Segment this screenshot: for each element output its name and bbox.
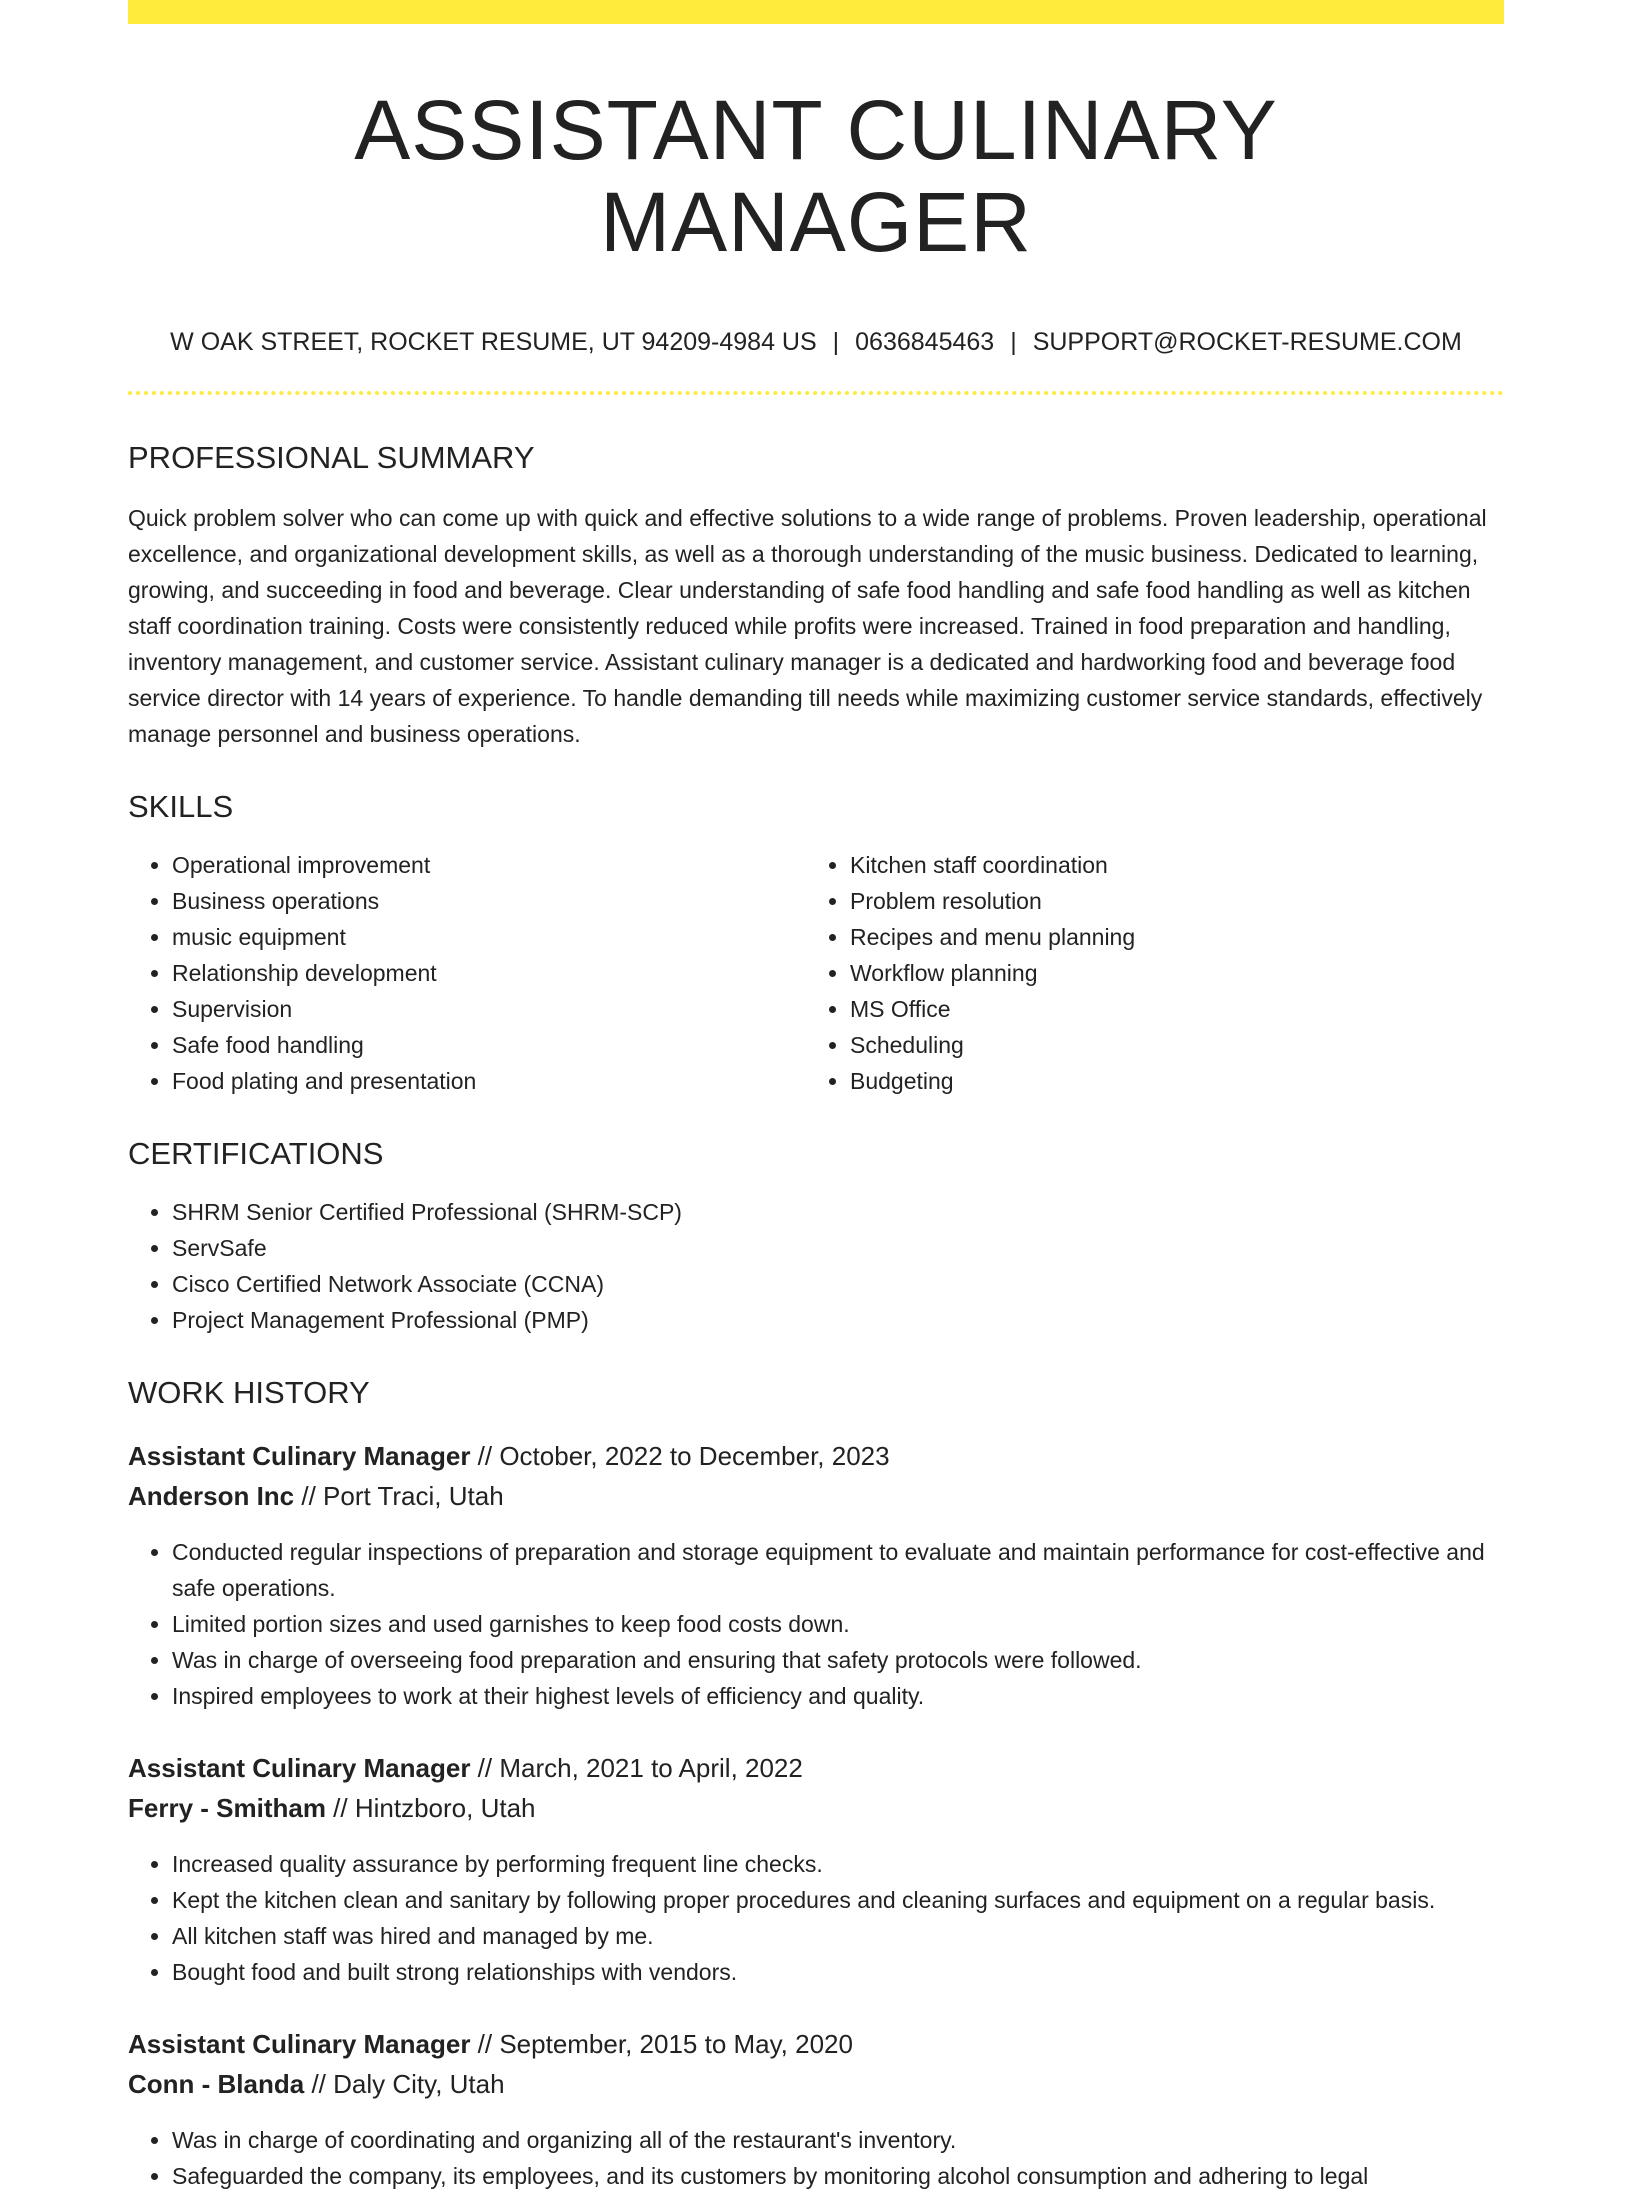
job-company-line bbox=[128, 1788, 1504, 1828]
job-location: // Hintzboro, Utah bbox=[325, 1792, 536, 1823]
job-company-line bbox=[128, 2064, 1504, 2104]
contact-separator: | bbox=[832, 327, 840, 356]
certifications-list bbox=[128, 1194, 1504, 1338]
skill-item: • Problem resolution bbox=[850, 883, 1484, 919]
job-bullet: • Inspired employees to work at their highest levels of efficiency and quality. bbox=[172, 1678, 1504, 1714]
job-entry bbox=[128, 2024, 1504, 2194]
skill-item: • Workflow planning bbox=[850, 955, 1484, 991]
contact-email: SUPPORT@ROCKET-RESUME.COM bbox=[1032, 327, 1462, 356]
job-location: // Daly City, Utah bbox=[304, 2068, 505, 2099]
job-dates: // September, 2015 to May, 2020 bbox=[470, 2028, 853, 2059]
job-bullet: • Safeguarded the company, its employees, and its customers by monitoring alcohol consumption and adhering to legal bbox=[172, 2158, 1504, 2194]
certification-item: • Project Management Professional (PMP) bbox=[172, 1302, 1504, 1338]
skills-heading: SKILLS bbox=[128, 788, 234, 824]
job-role: Assistant Culinary Manager bbox=[128, 2028, 471, 2059]
job-bullets bbox=[128, 1534, 1504, 1714]
skill-item: • Supervision bbox=[172, 991, 806, 1027]
contact-phone: 0636845463 bbox=[855, 327, 995, 356]
header-divider bbox=[128, 391, 1504, 395]
job-entry bbox=[128, 1748, 1504, 1990]
skills-list bbox=[128, 847, 1504, 1099]
certification-item: • Cisco Certified Network Associate (CCNA) bbox=[172, 1266, 1504, 1302]
skill-item: • Scheduling bbox=[850, 1027, 1484, 1063]
skill-item: • Budgeting bbox=[850, 1063, 1484, 1099]
job-role: Assistant Culinary Manager bbox=[128, 1440, 471, 1471]
job-bullet: • Increased quality assurance by performing frequent line checks. bbox=[172, 1846, 1504, 1882]
skills-column-right bbox=[806, 847, 1484, 1099]
skill-item: • Relationship development bbox=[172, 955, 806, 991]
accent-bar bbox=[128, 0, 1504, 24]
work-history-list bbox=[128, 1436, 1504, 2194]
skill-item: • MS Office bbox=[850, 991, 1484, 1027]
job-title-line bbox=[128, 2024, 1504, 2064]
contact-separator: | bbox=[1010, 327, 1017, 356]
job-entry bbox=[128, 1436, 1504, 1714]
job-dates: // October, 2022 to December, 2023 bbox=[470, 1440, 890, 1471]
resume-page bbox=[128, 0, 1504, 2194]
job-bullets bbox=[128, 1846, 1504, 1990]
certifications-heading: CERTIFICATIONS bbox=[128, 1136, 384, 1172]
contact-line bbox=[128, 327, 1504, 357]
skill-item: • Food plating and presentation bbox=[172, 1063, 806, 1099]
job-company: Ferry - Smitham bbox=[128, 1792, 326, 1823]
job-bullet: • Bought food and built strong relationships with vendors. bbox=[172, 1954, 1504, 1990]
skill-item: • Operational improvement bbox=[172, 847, 806, 883]
work-history-heading: WORK HISTORY bbox=[128, 1375, 370, 1411]
skill-item: • Safe food handling bbox=[172, 1027, 806, 1063]
summary-text: Quick problem solver who can come up with quick and effective solutions to a wide range of problems. Proven leadership, operational excellence, and organizational development skills, as well as a thorough understanding of the music business. Dedicated to learning, growing, and succeeding in food and beverage. Clear understanding of safe food handling and safe food handling as well as kitchen staff coordination training. Costs were consistently reduced while profits were increased. Trained in food preparation and handling, inventory management, and customer service. Assistant culinary manager is a dedicated and hardworking food and beverage food service director with 14 years of experience. To handle demanding till needs while maximizing customer service standards, effectively manage personnel and business operations. bbox=[128, 504, 1487, 747]
job-bullet: • All kitchen staff was hired and managed by me. bbox=[172, 1918, 1504, 1954]
job-dates: // March, 2021 to April, 2022 bbox=[470, 1752, 803, 1783]
resume-title: ASSISTANT CULINARY MANAGER bbox=[354, 83, 1278, 270]
job-title-line bbox=[128, 1436, 1504, 1476]
job-role: Assistant Culinary Manager bbox=[128, 1752, 471, 1783]
job-title-line bbox=[128, 1748, 1504, 1788]
job-company: Anderson Inc bbox=[128, 1480, 295, 1511]
skill-item: • music equipment bbox=[172, 919, 806, 955]
skills-column-left bbox=[128, 847, 806, 1099]
skill-item: • Recipes and menu planning bbox=[850, 919, 1484, 955]
job-bullet: • Kept the kitchen clean and sanitary by following proper procedures and cleaning surfaces and equipment on a regular basis. bbox=[172, 1882, 1504, 1918]
skill-item: • Kitchen staff coordination bbox=[850, 847, 1484, 883]
contact-address: W OAK STREET, ROCKET RESUME, UT 94209-4984 US bbox=[170, 327, 817, 356]
job-bullet: • Was in charge of overseeing food preparation and ensuring that safety protocols were followed. bbox=[172, 1642, 1504, 1678]
certification-item: • ServSafe bbox=[172, 1230, 1504, 1266]
job-bullet: • Limited portion sizes and used garnishes to keep food costs down. bbox=[172, 1606, 1504, 1642]
job-location: // Port Traci, Utah bbox=[294, 1480, 504, 1511]
job-company-line bbox=[128, 1476, 1504, 1516]
job-bullet: • Was in charge of coordinating and organizing all of the restaurant's inventory. bbox=[172, 2122, 1504, 2158]
summary-heading: PROFESSIONAL SUMMARY bbox=[128, 439, 535, 475]
skill-item: • Business operations bbox=[172, 883, 806, 919]
job-bullet: • Conducted regular inspections of preparation and storage equipment to evaluate and maintain performance for cost-effective and safe operations. bbox=[172, 1534, 1504, 1606]
job-company: Conn - Blanda bbox=[128, 2068, 305, 2099]
certification-item: • SHRM Senior Certified Professional (SHRM-SCP) bbox=[172, 1194, 1504, 1230]
job-bullets bbox=[128, 2122, 1504, 2194]
